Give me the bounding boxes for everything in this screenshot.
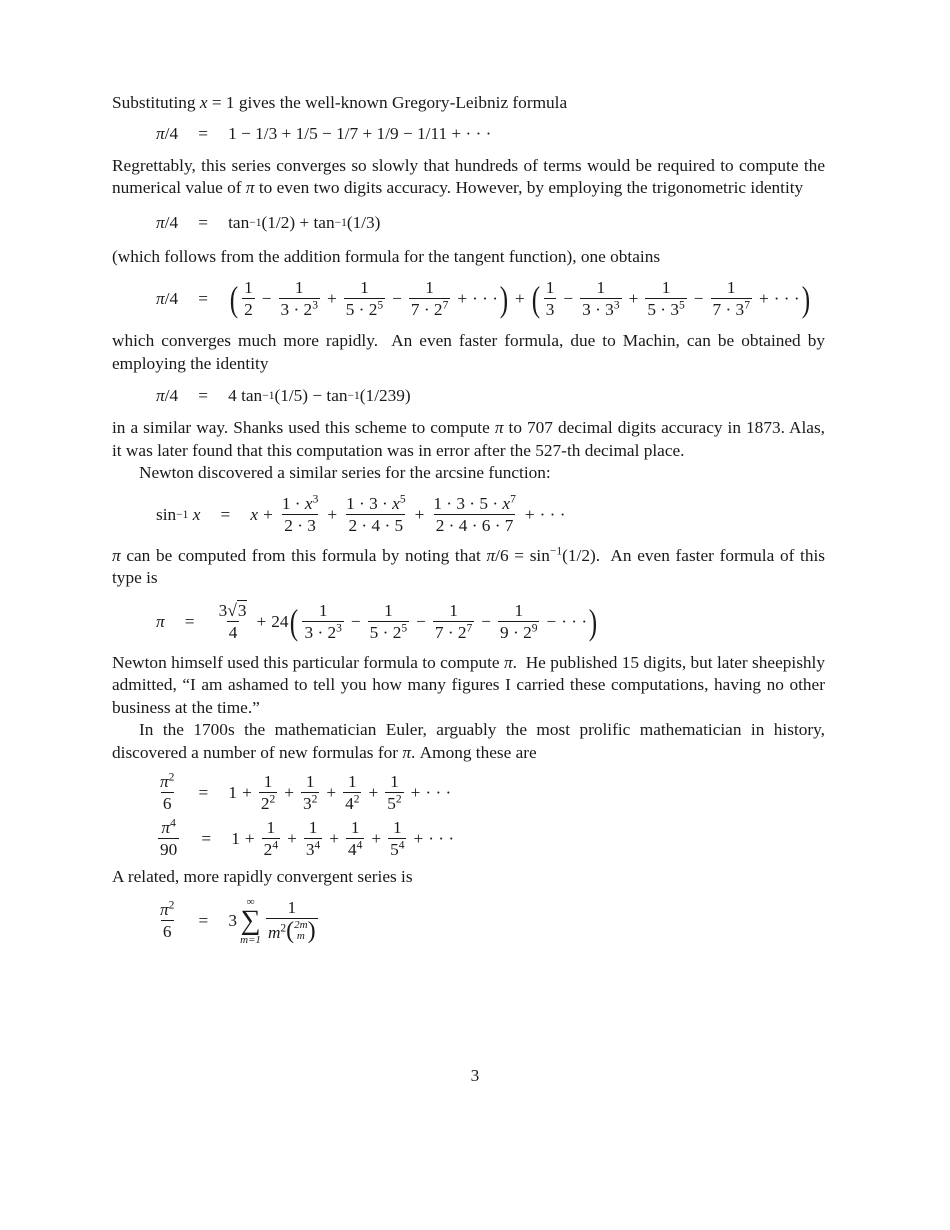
paragraph-9: In the 1700s the mathematician Euler, arguably the most prolific mathematician in history, discovered a number of new formulas for π. Among these are: [112, 720, 825, 762]
equation-tan-series: π /4 = ( $\frac{1}{2}$ − $\frac{1}{3 \cdot 2^3}$ + $\frac{1}{5 \cdot 2^5}$ − $\frac{1}{7 \cdot 2^7}$ + · · · ) + ( $\frac{1}{3}$ − $\frac{1}{3 \cdot 3^3}$ + $\frac{1}{5 \cdot 3^5}$ − $\frac{1}{7 \cdot 3^7}$ + · · · ): [156, 278, 810, 319]
paragraph-4: which converges much more rapidly. An even faster formula, due to Machin, can be obtained by employing the identity: [112, 331, 825, 373]
paragraph-7: π can be computed from this formula by noting that $\pi/6 = \sin^{-1}(1/2)$. An even faster formula of this type is: [112, 545, 825, 587]
page-number: 3: [470, 1066, 480, 1085]
paragraph-1: Substituting x = 1 gives the well-known Gregory-Leibniz formula: [112, 93, 568, 112]
equation-euler-zeta2: $\frac{\pi^2}{6}$ = 1 + $\frac{1}{2^2}$ + $\frac{1}{3^2}$ + $\frac{1}{4^2}$ + $\frac{1}{5^2}$ + · · ·: [160, 771, 452, 813]
equation-newton-pi: π = $\frac{3√3}{4}$ + 24 ( $\frac{1}{3 \cdot 2^3}$ − $\frac{1}{5 \cdot 2^5}$ − $\frac{1}{7 \cdot 2^7}$ − $\frac{1}{9 \cdot 2^9}$ − · · · ): [156, 600, 598, 642]
equation-binomial-series: $\frac{\pi^2}{6}$ = 3 ∞ ∑ m=1 1 $m^2$ ( 2m m ): [160, 895, 316, 946]
paragraph-10: A related, more rapidly convergent series is: [112, 867, 413, 886]
paragraph-8: Newton himself used this particular formula to compute π. He published 15 digits, but later sheepishly admitted, “I am ashamed to tell you how many figures I carried these computations, having no other business at the time.”: [112, 652, 825, 717]
paper-page: [112, 92, 825, 949]
paragraph-5: in a similar way. Shanks used this scheme to compute π to 707 decimal digits accuracy in 1873. Alas, it was later found that this computation was in error after the 527-th decimal place.: [112, 418, 826, 460]
equation-arcsine: sin −1 x = x + $\frac{1 \cdot x^3}{2 \cdot 3}$ + $\frac{1 \cdot 3 \cdot x^5}{2 \cdot 4 \cdot 5}$ + $\frac{1 \cdot 3 \cdot 5 \cdot x^7}{2 \cdot 4 \cdot 6 \cdot 7}$ + · · ·: [156, 493, 566, 535]
equation-tan-identity: π /4 = tan −1 (1/2) + tan −1 (1/3): [156, 212, 381, 232]
equation-euler-zeta4: $\frac{\pi^4}{90}$ = 1 + $\frac{1}{2^4}$ + $\frac{1}{3^4}$ + $\frac{1}{4^4}$ + $\frac{1}{5^4}$ + · · ·: [160, 817, 455, 859]
equation-leibniz: π /4 = 1 − 1/3 + 1/5 − 1/7 + 1/9 − 1/11 + · · ·: [156, 123, 492, 143]
paragraph-3: (which follows from the addition formula for the tangent function), one obtains: [112, 246, 661, 266]
paragraph-2: Regrettably, this series converges so slowly that hundreds of terms would be required to compute the numerical value of π to even two digits accuracy. However, by employing the trigonometric identity: [112, 155, 825, 197]
paragraph-6: Newton discovered a similar series for the arcsine function:: [139, 463, 551, 482]
equation-machin: π /4 = 4 tan −1 (1/5) − tan −1 (1/239): [156, 386, 411, 405]
